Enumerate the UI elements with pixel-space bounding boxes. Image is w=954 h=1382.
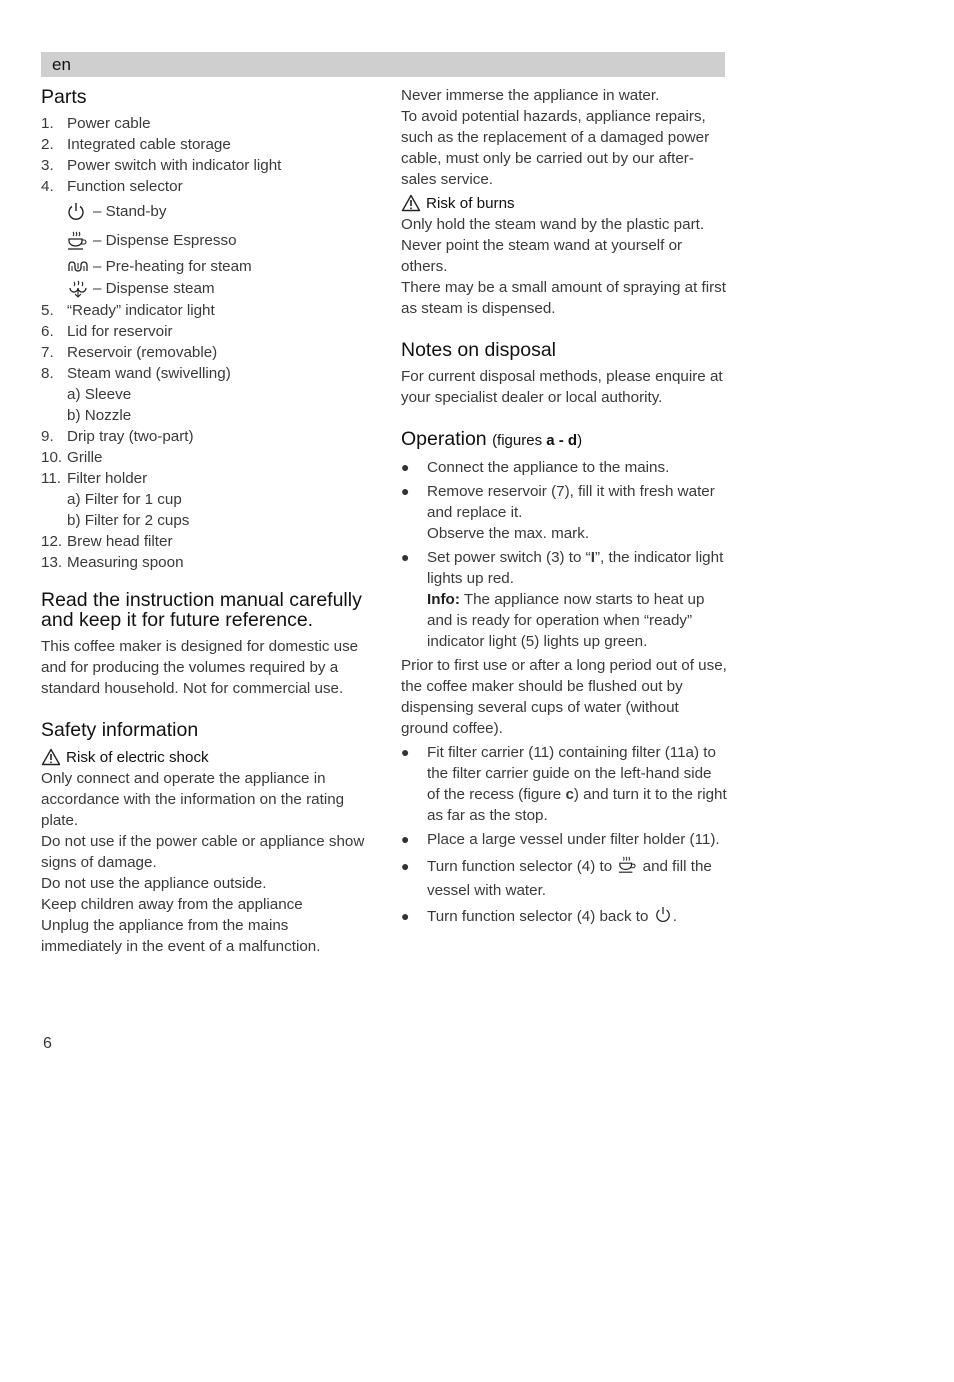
list-item: ● Remove reservoir (7), fill it with fresh water and replace it. Observe the max. mark. [401, 483, 715, 542]
parts-heading: Parts [41, 86, 87, 108]
power-standby-icon [655, 906, 671, 930]
read-manual-text: This coffee maker is designed for domestic use and for producing the volumes required by a standard household. Not for commercial use. [41, 638, 359, 697]
list-item: 8. Steam wand (swivelling) [41, 365, 231, 382]
electric-shock-warning-heading: Risk of electric shock [41, 746, 371, 768]
list-item: ● Fit filter carrier (11) containing filter (11a) to the filter carrier guide on the left-hand side of the recess (figure c) and turn it to the right as far as the stop. [401, 744, 727, 824]
dispense-steam-icon [67, 278, 89, 300]
list-item: 1. Power cable [41, 115, 151, 132]
safety-line: Unplug the appliance from the mains immediately in the event of a malfunction. [41, 917, 321, 955]
list-item: b) Nozzle [67, 407, 132, 424]
list-item: 4. Function selector [41, 178, 183, 195]
function-item: – Stand-by [41, 197, 371, 226]
list-item: 7. Reservoir (removable) [41, 344, 218, 361]
power-standby-icon [67, 201, 89, 223]
list-item: a) Filter for 1 cup [67, 491, 182, 508]
list-item: ● Turn function selector (4) back to . [401, 906, 727, 930]
burns-warning-heading: Risk of burns [401, 192, 727, 214]
operation-steps-list-2 [401, 742, 727, 930]
operation-heading: Operation (figures a - d) [401, 428, 583, 450]
right-column [401, 85, 727, 933]
espresso-cup-icon [67, 230, 89, 252]
function-item: – Dispense Espresso [41, 226, 371, 255]
operation-steps-list [401, 457, 727, 652]
flush-paragraph: Prior to first use or after a long period out of use, the coffee maker should be flushed out by dispensing several cups of water (without ground coffee). [401, 657, 727, 737]
list-item: 5. “Ready” indicator light [41, 302, 215, 319]
disposal-heading: Notes on disposal [401, 339, 557, 361]
list-item: 10. Grille [41, 449, 103, 466]
function-item: – Dispense steam [41, 277, 371, 300]
safety-heading: Safety information [41, 719, 199, 741]
warning-triangle-icon [41, 748, 61, 766]
list-item: ● Place a large vessel under filter holder (11). [401, 831, 720, 848]
list-item: 11. Filter holder [41, 470, 148, 487]
list-item: ● Connect the appliance to the mains. [401, 459, 670, 476]
disposal-text: For current disposal methods, please enquire at your specialist dealer or local authority. [401, 368, 723, 406]
language-header-bar [41, 52, 725, 77]
parts-list [41, 113, 371, 197]
safety-line: Only hold the steam wand by the plastic part. [401, 216, 705, 233]
safety-line: Never immerse the appliance in water. [401, 87, 660, 104]
list-item: b) Filter for 2 cups [67, 512, 190, 529]
list-item: 13. Measuring spoon [41, 554, 184, 571]
list-item: 3. Power switch with indicator light [41, 157, 282, 174]
language-code: en [52, 55, 71, 74]
list-item: ● Set power switch (3) to “I”, the indicator light lights up red. Info: The appliance now starts to heat up and is ready for operation when “ready” indicator light (5) lights up green. [401, 549, 724, 650]
left-column [41, 85, 371, 957]
list-item: 6. Lid for reservoir [41, 323, 173, 340]
list-item: 2. Integrated cable storage [41, 136, 231, 153]
function-item: – Pre-heating for steam [41, 255, 371, 277]
list-item: a) Sleeve [67, 386, 132, 403]
function-selector-list [41, 197, 371, 300]
safety-line: Do not use if the power cable or appliance show signs of damage. [41, 833, 365, 871]
safety-line: There may be a small amount of spraying at first as steam is dispensed. [401, 279, 726, 317]
list-item: 9. Drip tray (two-part) [41, 428, 194, 445]
espresso-cup-icon [618, 856, 636, 880]
list-item: 12. Brew head filter [41, 533, 173, 550]
safety-line: Do not use the appliance outside. [41, 875, 267, 892]
safety-line: Keep children away from the appliance [41, 896, 303, 913]
warning-triangle-icon [401, 194, 421, 212]
preheat-steam-icon [67, 255, 89, 277]
parts-list-continued [41, 300, 371, 573]
list-item: ● Turn function selector (4) to and fill the vessel with water. [401, 858, 712, 899]
safety-line: Only connect and operate the appliance in accordance with the information on the rating plate. [41, 770, 345, 829]
safety-line: To avoid potential hazards, appliance repairs, such as the replacement of a damaged power cable, must only be carried out by our after-sales service. [401, 108, 710, 188]
page-number: 6 [43, 1035, 52, 1052]
read-manual-heading: Read the instruction manual carefully and keep it for future reference. [41, 589, 362, 631]
safety-line: Never point the steam wand at yourself or others. [401, 237, 683, 275]
